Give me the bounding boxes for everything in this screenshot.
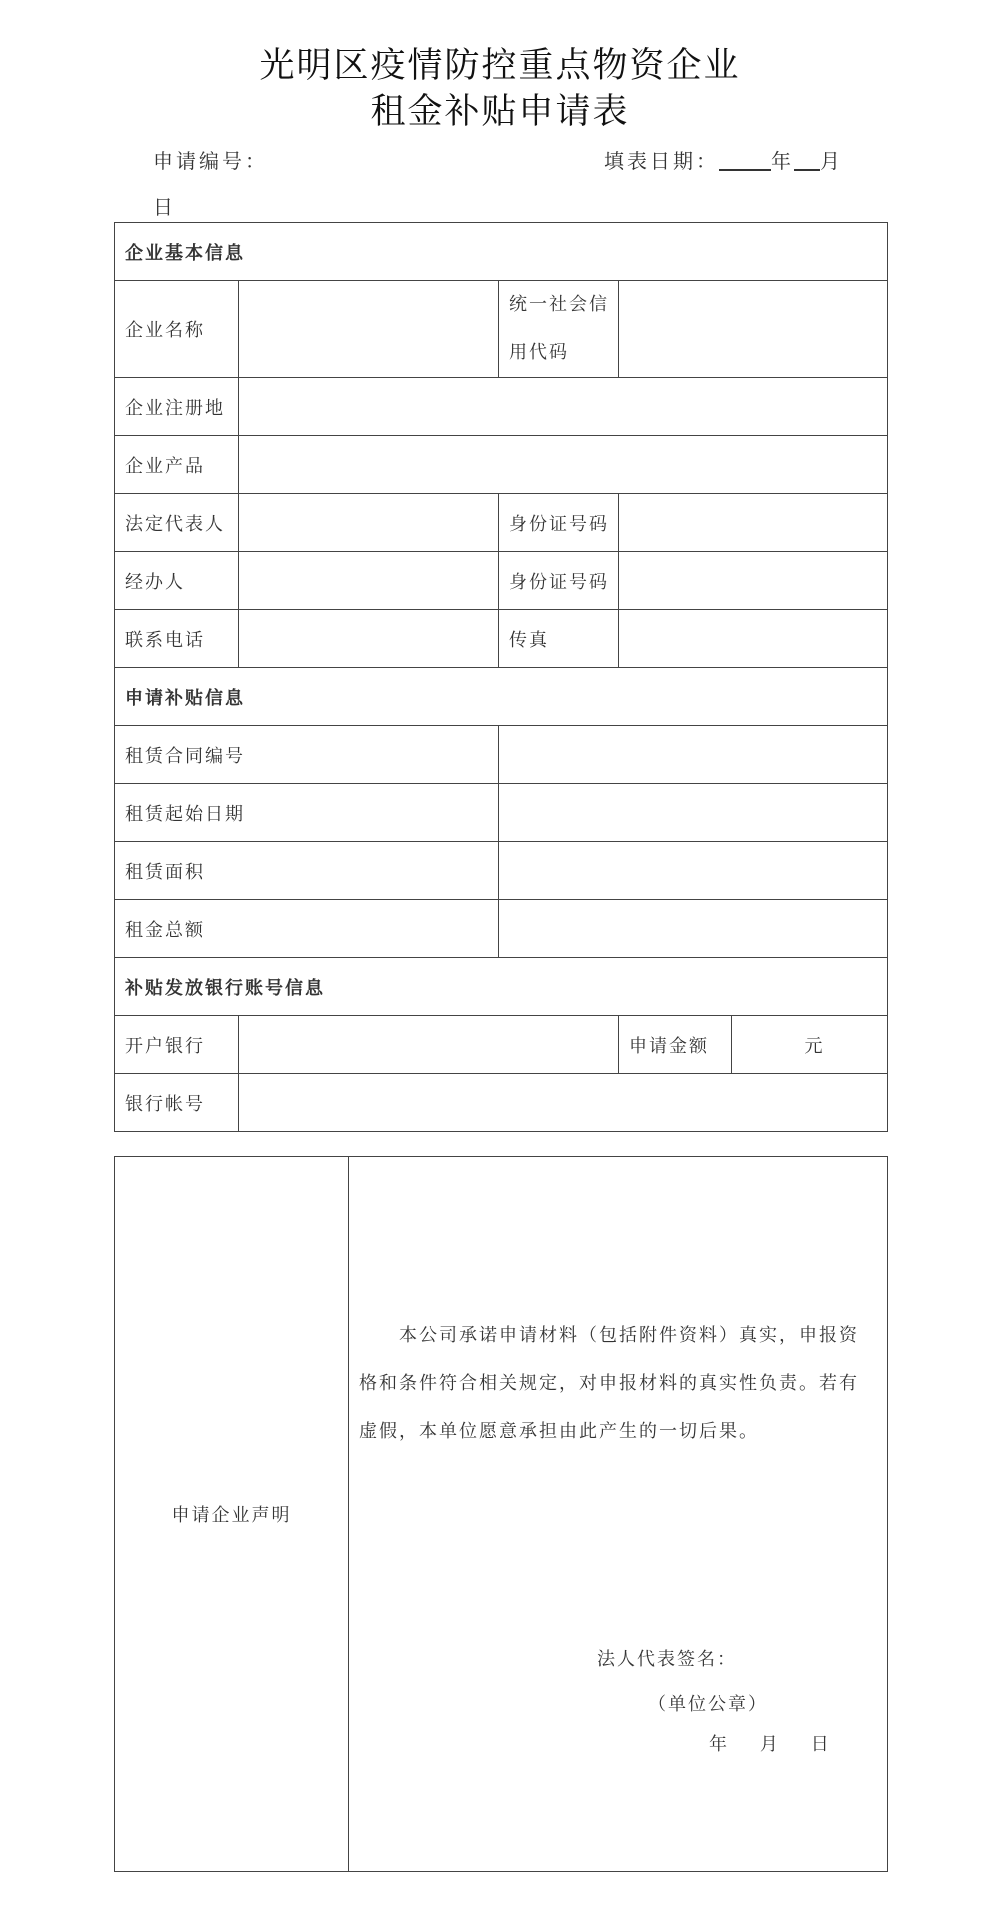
apply-amount-label: 申请金额 xyxy=(619,1016,732,1074)
lease-area-field[interactable] xyxy=(499,842,888,900)
lease-contract-no-field[interactable] xyxy=(499,726,888,784)
rent-total-label: 租金总额 xyxy=(115,900,499,958)
handler-field[interactable] xyxy=(239,552,499,610)
legal-rep-label: 法定代表人 xyxy=(115,494,239,552)
products-label: 企业产品 xyxy=(115,436,239,494)
fill-date-label: 填表日期： xyxy=(604,149,719,173)
phone-field[interactable] xyxy=(239,610,499,668)
amount-unit: 元 xyxy=(804,1035,825,1057)
registered-address-field[interactable] xyxy=(239,378,888,436)
fill-month-field[interactable] xyxy=(794,149,820,171)
products-field[interactable] xyxy=(239,436,888,494)
lease-start-date-label: 租赁起始日期 xyxy=(115,784,499,842)
declaration-cell xyxy=(349,1157,888,1872)
fill-date xyxy=(604,145,843,174)
apply-amount-field[interactable] xyxy=(732,1016,888,1074)
handler-id-field[interactable] xyxy=(619,552,888,610)
lease-start-date-field[interactable] xyxy=(499,784,888,842)
day-label: 日 xyxy=(153,195,176,219)
month-label: 月 xyxy=(820,149,843,173)
lease-contract-no-label: 租赁合同编号 xyxy=(115,726,499,784)
section-bank-info: 补贴发放银行账号信息 xyxy=(115,958,888,1016)
handler-label: 经办人 xyxy=(115,552,239,610)
legal-rep-signature-label: 法人代表签名： xyxy=(597,1649,737,1670)
bank-name-field[interactable] xyxy=(239,1016,619,1074)
section-subsidy-info: 申请补贴信息 xyxy=(115,668,888,726)
section-basic-info: 企业基本信息 xyxy=(115,223,888,281)
legal-rep-id-label: 身份证号码 xyxy=(499,494,619,552)
company-seal-label: （单位公章） xyxy=(648,1694,768,1715)
year-label: 年 xyxy=(771,149,794,173)
fill-year-field[interactable] xyxy=(719,149,771,171)
bank-name-label: 开户银行 xyxy=(115,1016,239,1074)
company-name-label: 企业名称 xyxy=(115,281,239,378)
signature-date: 年 月 日 xyxy=(709,1734,831,1755)
form-title-line1: 光明区疫情防控重点物资企业 xyxy=(259,46,741,86)
handler-id-label: 身份证号码 xyxy=(499,552,619,610)
rent-total-field[interactable] xyxy=(499,900,888,958)
bank-account-field[interactable] xyxy=(239,1074,888,1132)
legal-rep-field[interactable] xyxy=(239,494,499,552)
application-number-label: 申请编号： xyxy=(153,149,268,173)
credit-code-label: 统一社会信用代码 xyxy=(499,281,619,378)
declaration-label: 申请企业声明 xyxy=(115,1157,349,1872)
declaration-table xyxy=(114,1156,888,1872)
application-info-table xyxy=(114,222,888,1132)
legal-rep-id-field[interactable] xyxy=(619,494,888,552)
bank-account-label: 银行帐号 xyxy=(115,1074,239,1132)
fax-label: 传真 xyxy=(499,610,619,668)
declaration-text: 本公司承诺申请材料（包括附件资料）真实，申报资格和条件符合相关规定，对申报材料的真实性负责。若有虚假，本单位愿意承担由此产生的一切后果。 xyxy=(359,1325,859,1442)
lease-area-label: 租赁面积 xyxy=(115,842,499,900)
credit-code-field[interactable] xyxy=(619,281,888,378)
company-name-field[interactable] xyxy=(239,281,499,378)
phone-label: 联系电话 xyxy=(115,610,239,668)
form-title-line2: 租金补贴申请表 xyxy=(370,92,630,132)
registered-address-label: 企业注册地 xyxy=(115,378,239,436)
fax-field[interactable] xyxy=(619,610,888,668)
